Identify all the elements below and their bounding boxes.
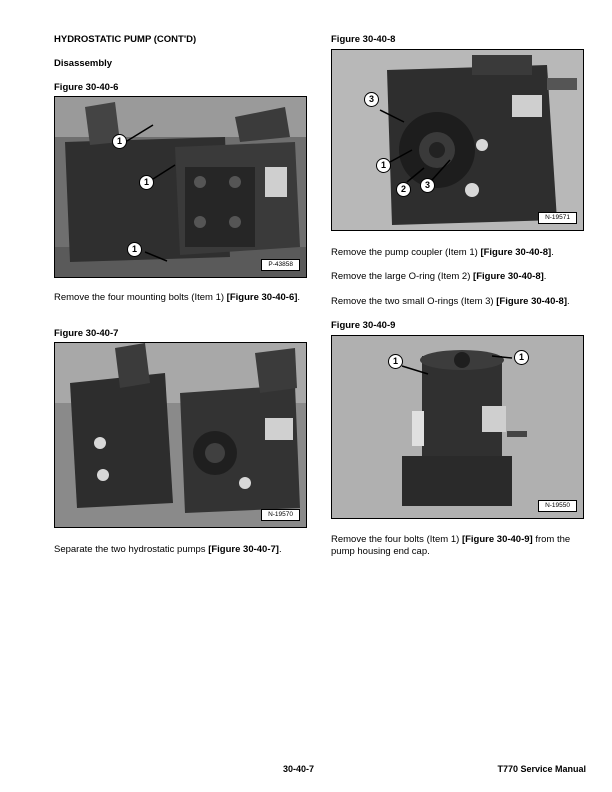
callout-item-1: 1 — [388, 354, 403, 369]
figure-caption-6: Figure 30-40-6 — [54, 82, 119, 93]
instruction-fig8-step2: Remove the large O-ring (Item 2) [Figure 30-40-8]. — [331, 271, 547, 282]
pump-photo-8 — [332, 50, 583, 230]
instruction-fig6: Remove the four mounting bolts (Item 1) [Figure 30-40-6]. — [54, 292, 301, 303]
pump-photo-7 — [55, 343, 306, 527]
manual-name: T770 Service Manual — [497, 764, 586, 774]
instruction-fig9: Remove the four bolts (Item 1) [Figure 30-40-9] from the pump housing end cap. — [331, 534, 571, 557]
figure-30-40-8-photo — [331, 49, 584, 231]
callout-item-3: 3 — [364, 92, 379, 107]
figure-30-40-9-photo — [331, 335, 584, 519]
section-subtitle: Disassembly — [54, 58, 113, 69]
instruction-fig8-step3: Remove the two small O-rings (Item 3) [Figure 30-40-8]. — [331, 296, 570, 307]
callout-item-1: 1 — [127, 242, 142, 257]
section-title: HYDROSTATIC PUMP (CONT'D) — [54, 34, 197, 45]
callout-item-2: 2 — [396, 182, 411, 197]
figure-tag: N-19550 — [538, 500, 577, 512]
figure-tag: P-43858 — [261, 259, 300, 271]
figure-caption-7: Figure 30-40-7 — [54, 328, 119, 339]
callout-item-3: 3 — [420, 178, 435, 193]
figure-tag: N-19570 — [261, 509, 300, 521]
figure-30-40-6-photo — [54, 96, 307, 278]
callout-item-1: 1 — [139, 175, 154, 190]
callout-item-1: 1 — [514, 350, 529, 365]
figure-30-40-7-photo — [54, 342, 307, 528]
callout-item-1: 1 — [112, 134, 127, 149]
instruction-fig7: Separate the two hydrostatic pumps [Figure 30-40-7]. — [54, 544, 282, 555]
figure-caption-9: Figure 30-40-9 — [331, 320, 396, 331]
pump-photo-9 — [332, 336, 583, 518]
pump-photo-6 — [55, 97, 306, 277]
figure-tag: N-19571 — [538, 212, 577, 224]
callout-item-1: 1 — [376, 158, 391, 173]
page-number: 30-40-7 — [283, 764, 315, 774]
instruction-fig8-step1: Remove the pump coupler (Item 1) [Figure 30-40-8]. — [331, 247, 554, 258]
figure-caption-8: Figure 30-40-8 — [331, 34, 396, 45]
